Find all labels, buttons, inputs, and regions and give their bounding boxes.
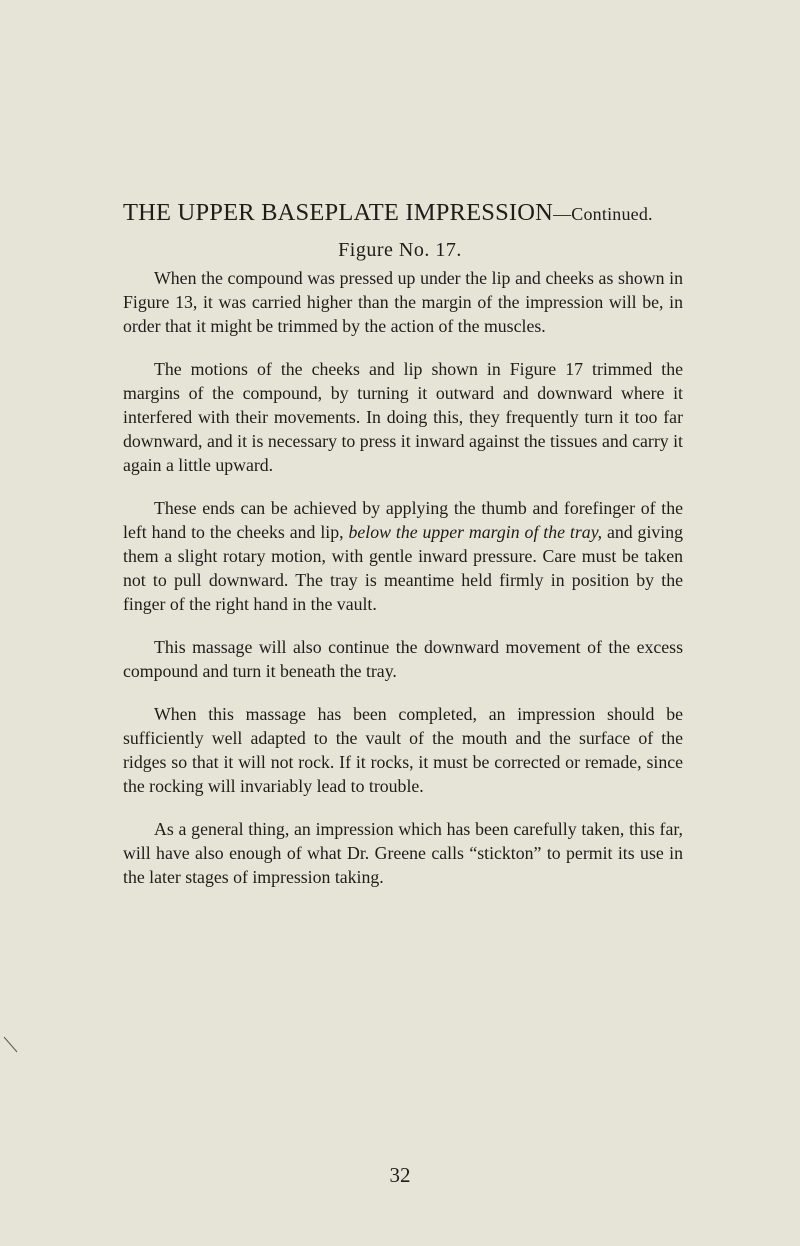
body-text <box>123 266 683 889</box>
paragraph-3 <box>123 496 683 616</box>
heading-continued: —Continued. <box>553 204 653 224</box>
paragraph-1: When the compound was pressed up under the lip and cheeks as shown in Figure 13, it was carried higher than the margin of the impression will be, in order that it might be trimmed by the action of the muscles. <box>123 268 683 336</box>
paragraph-5: When this massage has been completed, an impression should be sufficiently well adapted to the vault of the mouth and the surface of the ridges so that it will not rock. If it rocks, it must be corrected or remade, since the rocking will invariably lead to trouble. <box>123 704 683 796</box>
paragraph-3-end: and giving them a slight rotary motion, with gentle inward pressure. Care must be taken not to pull downward. The tray is meantime held firmly in position by the finger of the right hand in the vault. <box>123 522 683 614</box>
heading-title: THE UPPER BASEPLATE IMPRESSION <box>123 199 554 226</box>
figure-label: Figure No. 17. <box>338 239 462 261</box>
page-number: 32 <box>389 1163 411 1187</box>
paragraph-3-italic: below the upper margin of the tray, <box>348 522 603 542</box>
paragraph-6: As a general thing, an impression which has been carefully taken, this far, will have also enough of what Dr. Greene calls “stickton” to permit its use in the later stages of impression taking. <box>123 819 683 887</box>
page-heading <box>123 198 763 229</box>
paragraph-3-start: These ends can be achieved by applying the thumb and forefinger of the left hand to the cheeks and lip, <box>123 498 683 542</box>
paragraph-4: This massage will also continue the downward movement of the excess compound and turn it beneath the tray. <box>123 637 683 681</box>
paragraph-2: The motions of the cheeks and lip shown in Figure 17 trimmed the margins of the compound, by turning it outward and downward where it interfered with their movements. In doing this, they frequently turn it too far downward, and it is necessary to press it inward against the tissues and carry it again a little upward. <box>123 359 683 475</box>
stray-pencil-mark <box>1 1034 41 1074</box>
